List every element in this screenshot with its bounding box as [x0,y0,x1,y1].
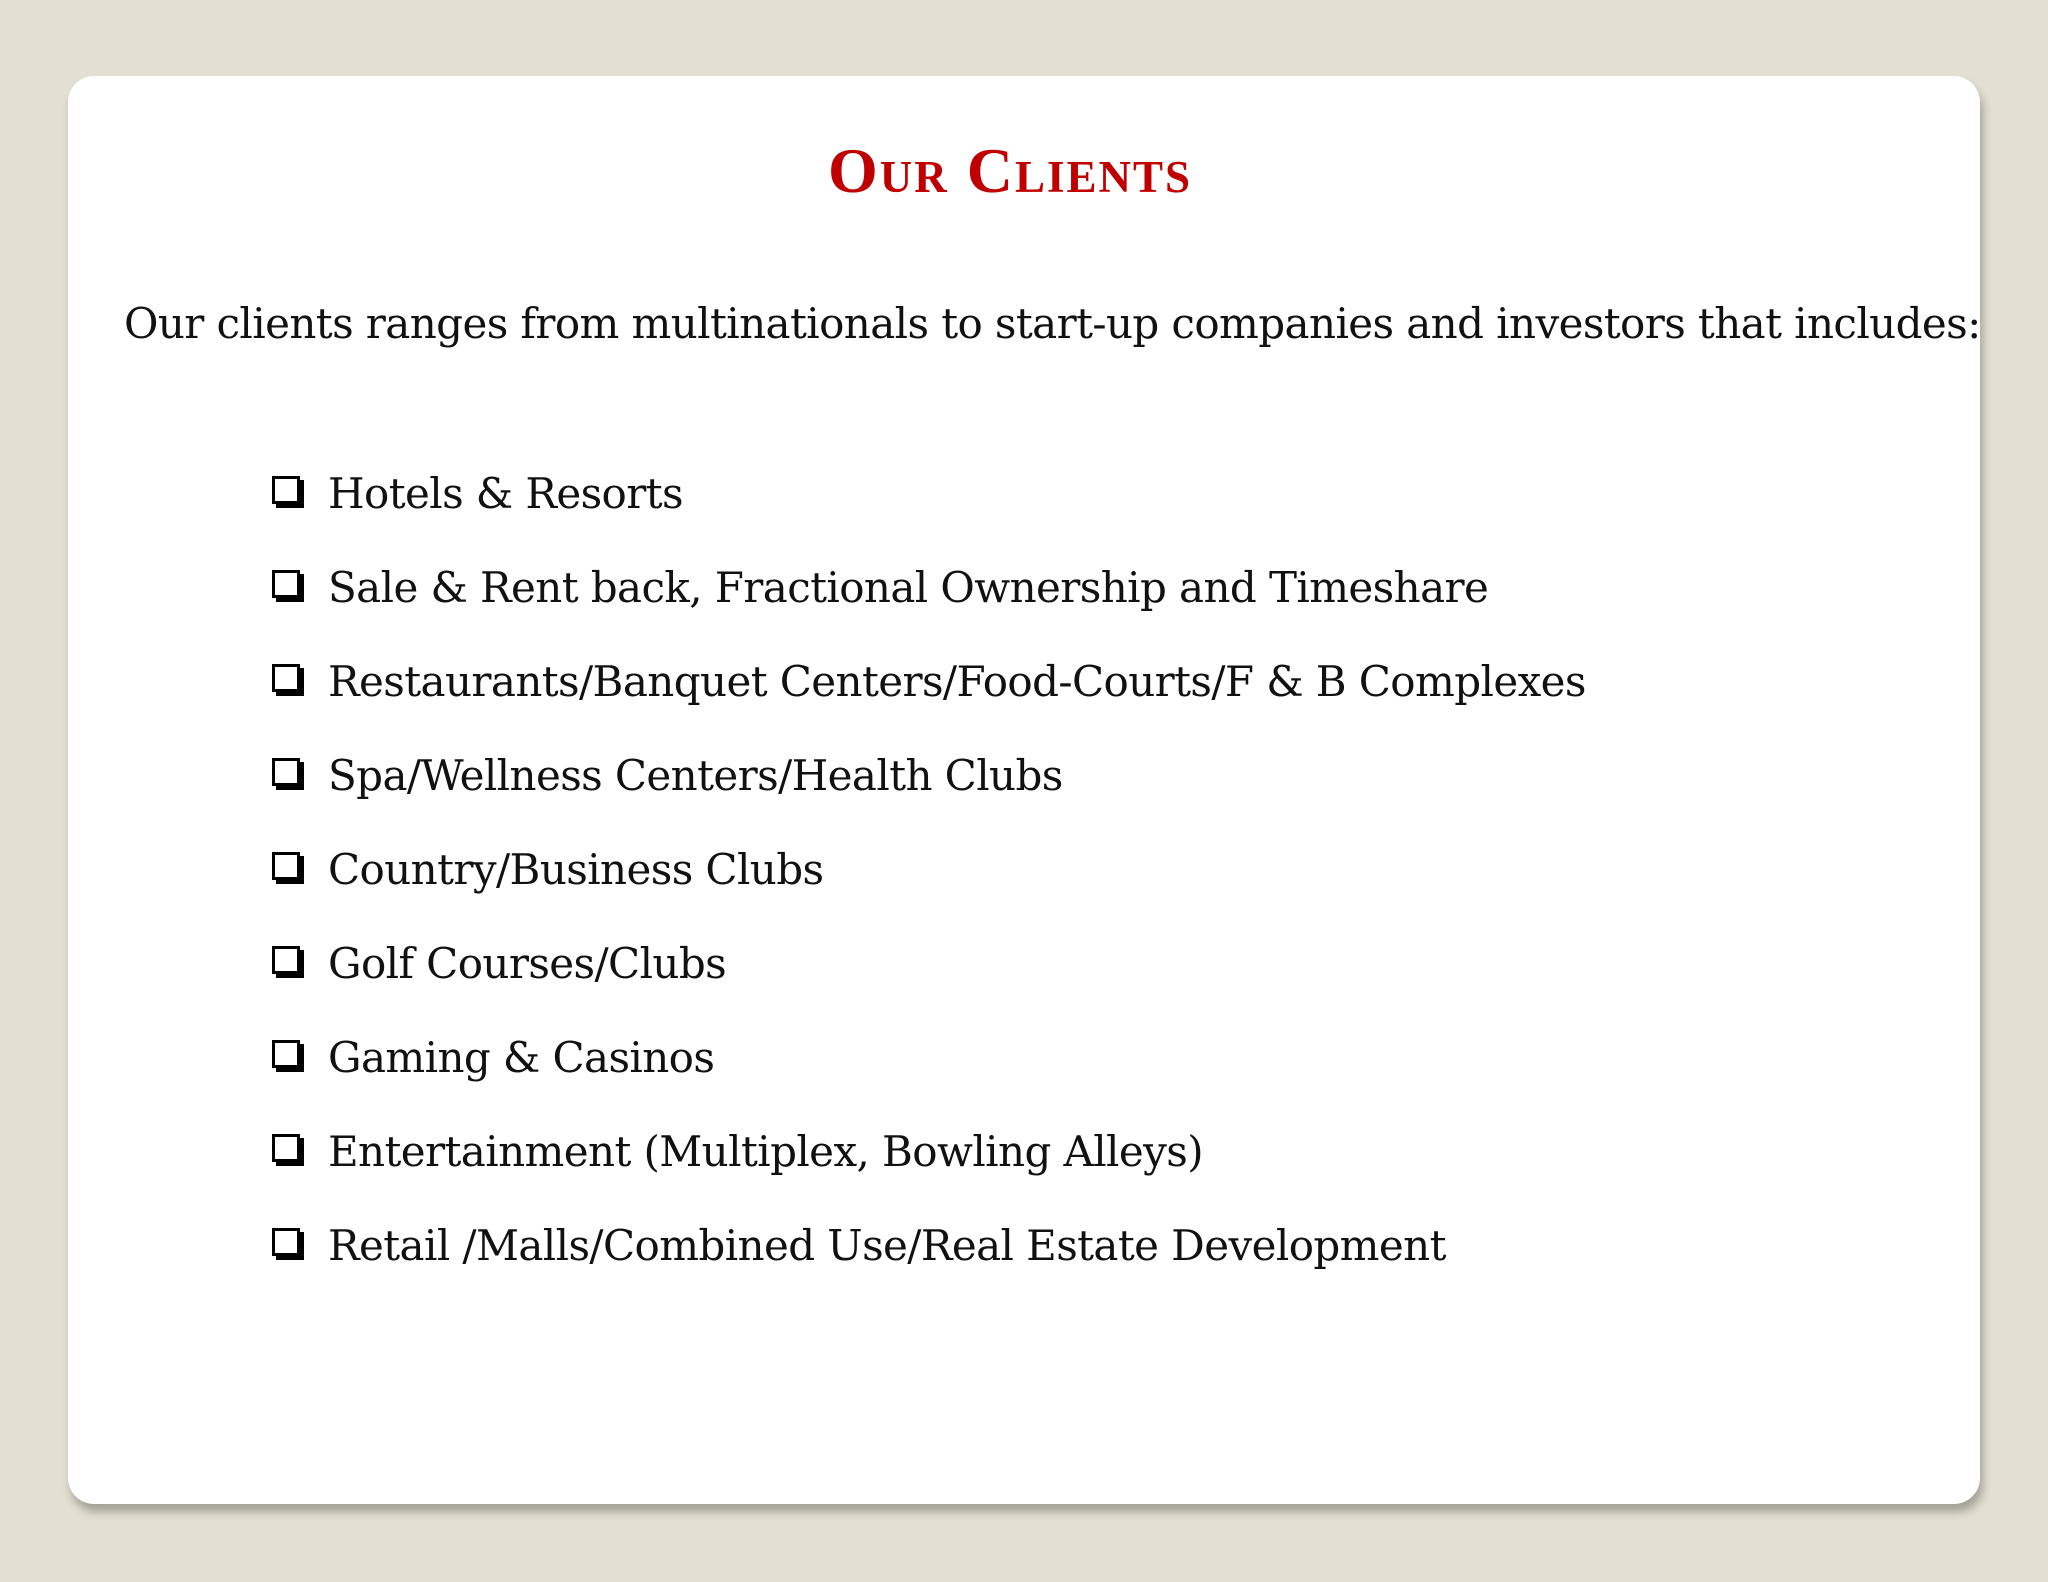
list-item [272,916,1586,1010]
checkbox-icon [272,664,300,692]
list-item [272,634,1586,728]
list-item [272,728,1586,822]
list-item-label: Retail /Malls/Combined Use/Real Estate Development [328,1220,1446,1270]
list-item-label: Entertainment (Multiplex, Bowling Alleys) [328,1126,1203,1176]
checkbox-icon [272,1134,300,1162]
list-item-label: Golf Courses/Clubs [328,938,727,988]
checkbox-icon [272,946,300,974]
checkbox-icon [272,476,300,504]
list-item [272,540,1586,634]
intro-text: Our clients ranges from multinationals to start-up companies and investors that includes: [124,299,1981,348]
list-item [272,1104,1586,1198]
list-item-label: Spa/Wellness Centers/Health Clubs [328,750,1063,800]
checkbox-icon [272,758,300,786]
checkbox-icon [272,1040,300,1068]
list-item [272,446,1586,540]
checkbox-icon [272,570,300,598]
list-item-label: Restaurants/Banquet Centers/Food-Courts/F & B Complexes [328,656,1586,706]
checkbox-icon [272,1228,300,1256]
list-item [272,1198,1586,1292]
list-item-label: Sale & Rent back, Fractional Ownership and Timeshare [328,562,1489,612]
client-list [272,446,1586,1292]
list-item-label: Gaming & Casinos [328,1032,715,1082]
slide-title: Our Clients [827,135,1193,206]
list-item-label: Country/Business Clubs [328,844,824,894]
list-item-label: Hotels & Resorts [328,468,683,518]
list-item [272,822,1586,916]
list-item [272,1010,1586,1104]
checkbox-icon [272,852,300,880]
